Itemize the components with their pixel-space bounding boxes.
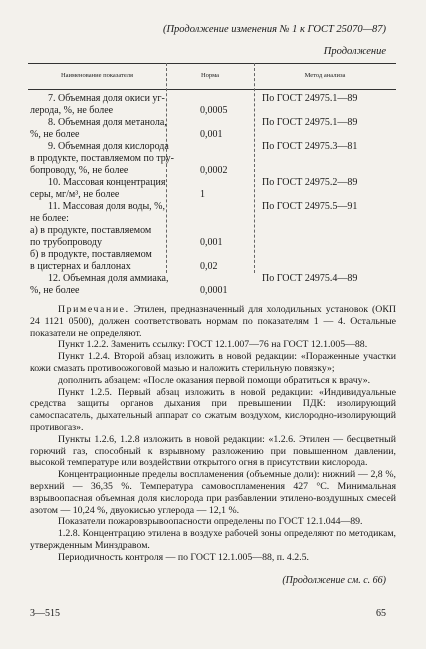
row-method: По ГОСТ 24975.1—89 [262, 117, 358, 128]
row-name-line: в продукте, поставляемом по тру- [30, 153, 175, 164]
paragraph: Периодичность контроля — по ГОСТ 12.1.005—88, п. 4.2.5. [58, 551, 309, 563]
column-divider [166, 63, 167, 273]
row-name-line: по трубопроводу [30, 237, 102, 248]
note-label: Примечание. [58, 304, 130, 315]
row-name-line: а) в продукте, поставляемом [30, 225, 152, 236]
row-norm: 0,0002 [200, 165, 228, 176]
row-norm: 0,02 [200, 261, 218, 272]
column-divider [254, 63, 255, 273]
paragraph: Пункт 1.2.5. Первый абзац изложить в новой редакции: «Индивидуальные средства защиты органов дыхания при превышении ПДК: изолирующий самоспасатель, дыхательный аппарат со сжатым воздухом, кислородно-изолирующий противогаз». [30, 386, 396, 433]
row-name-line: серы, мг/м³, не более [30, 189, 120, 200]
row-norm: 0,001 [200, 237, 223, 248]
row-name-line: 10. Массовая концентрация [48, 177, 166, 188]
row-name-line: лерода, %, не более [30, 105, 114, 116]
table-header-rule [28, 89, 396, 90]
paragraph: Концентрационные пределы воспламенения (объемные доли): нижний — 2,8 %, верхний — 36,35 %. Температура самовоспламенения 427 °С. Минимальная взрывоопасная объемная доля кислорода при разбавлении этилено-воздушных смесей азотом — 10,24 %, двуокисью углерода — 12,1 %. [30, 469, 396, 516]
row-name-line: 12. Объемная доля аммиака, [48, 273, 169, 284]
table-top-rule [28, 63, 396, 64]
row-norm: 0,0005 [200, 105, 228, 116]
row-method: По ГОСТ 24975.2—89 [262, 177, 358, 188]
row-name-line: в цистернах и баллонах [30, 261, 131, 272]
paragraph: дополнить абзацем: «После оказания первой помощи обратиться к врачу». [58, 374, 371, 386]
running-header: (Продолжение изменения № 1 к ГОСТ 25070—87) [162, 24, 386, 35]
column-header-method: Метод анализа [304, 72, 346, 79]
row-name-line: 7. Объемная доля окиси уг- [48, 93, 165, 104]
row-name-line: %, не более [30, 129, 80, 140]
row-name-line: не более: [30, 213, 69, 224]
paragraph: Пункт 1.2.4. Второй абзац изложить в новой редакции: «Пораженные участки кожи смазать противоожоговой мазью и наложить стерильную повязку»; [30, 351, 396, 374]
row-norm: 0,0001 [200, 285, 228, 296]
paragraph: Пункт 1.2.2. Заменить ссылку: ГОСТ 12.1.007—76 на ГОСТ 12.1.005—88. [58, 339, 368, 351]
row-norm: 1 [200, 189, 205, 200]
row-norm: 0,001 [200, 129, 223, 140]
continuation-label: Продолжение [323, 46, 386, 57]
row-name-line: бопроводу, %, не более [30, 165, 129, 176]
row-name-line: б) в продукте, поставляемом [30, 249, 152, 260]
row-name-line: 11. Массовая доля воды, %, [48, 201, 166, 212]
row-name-line: 9. Объемная доля кислорода [48, 141, 169, 152]
row-method: По ГОСТ 24975.1—89 [262, 93, 358, 104]
footer-signature: 3—515 [30, 608, 60, 619]
row-method: По ГОСТ 24975.5—91 [262, 201, 358, 212]
amendment-body [30, 304, 396, 564]
note-paragraph [30, 304, 396, 339]
continuation-note: (Продолжение см. с. 66) [282, 575, 386, 586]
page-number: 65 [376, 608, 386, 619]
paragraph: 1.2.8. Концентрацию этилена в воздухе рабочей зоны определяют по методикам, утвержденным Минздравом. [30, 528, 396, 551]
row-method: По ГОСТ 24975.4—89 [262, 273, 358, 284]
column-header-name: Наименование показателя [60, 72, 134, 79]
row-name-line: 8. Объемная доля метанола, [48, 117, 167, 128]
note-text: Этилен, предназначенный для холодильных установок (ОКП 24 1121 0500), должен соответствовать нормам по показателям 1 — 4. Остальные показатели не определяют. [30, 304, 396, 339]
column-header-norm: Норма [200, 72, 220, 79]
paragraph: Пункты 1.2.6, 1.2.8 изложить в новой редакции: «1.2.6. Этилен — бесцветный горючий газ, способный к взрывному разложению при повышенном давлении, высокой температуре или воздействии открытого огня в присутствии кислорода. [30, 433, 396, 469]
paragraph: Показатели пожаровзрывоопасности определены по ГОСТ 12.1.044—89. [58, 516, 363, 528]
row-name-line: %, не более [30, 285, 80, 296]
row-method: По ГОСТ 24975.3—81 [262, 141, 358, 152]
